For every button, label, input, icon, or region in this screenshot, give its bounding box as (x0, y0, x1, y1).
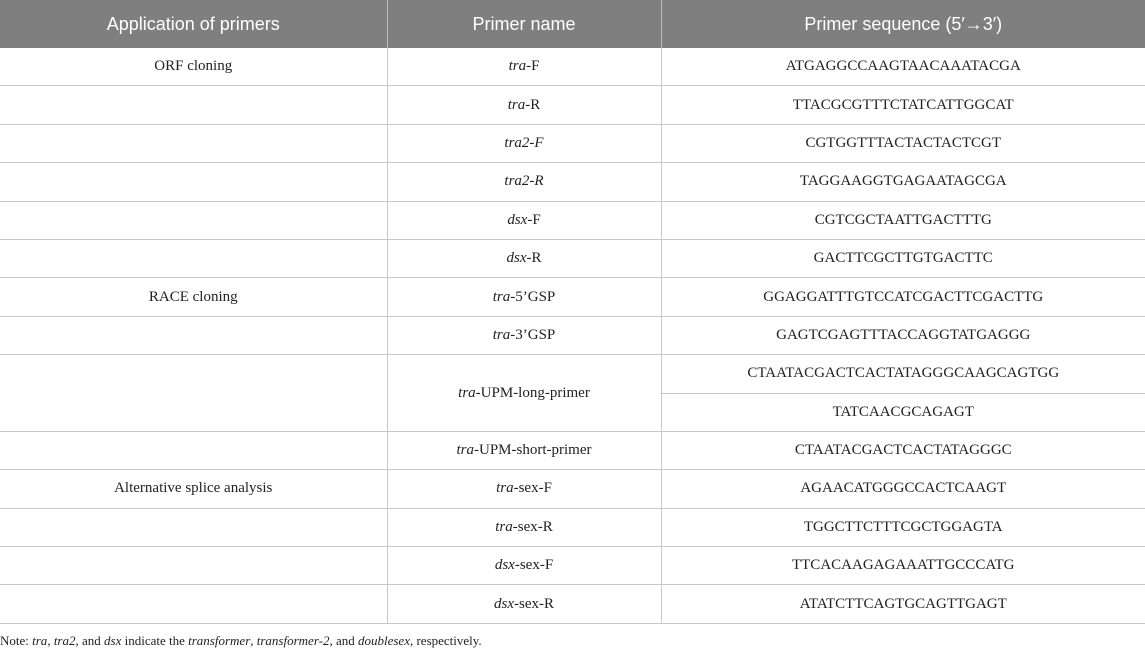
table-row (0, 508, 1145, 546)
table-row (0, 163, 1145, 201)
primer-name-cell (387, 163, 661, 201)
table-row (0, 48, 1145, 86)
primer-name-cell (387, 316, 661, 354)
primer-sequence-cell: GGAGGATTTGTCCATCGACTTCGACTTG (661, 278, 1145, 316)
table-row (0, 316, 1145, 354)
note-prefix: Note: (0, 633, 33, 648)
application-cell: ORF cloning (0, 48, 387, 86)
application-cell: RACE cloning (0, 278, 387, 316)
primer-name-suffix: -R (526, 250, 542, 267)
primer-sequence-cell: ATGAGGCCAAGTAACAAATACGA (661, 48, 1145, 86)
note-term: tra2 (53, 633, 76, 648)
primer-name-cell (387, 239, 661, 277)
application-cell (0, 86, 387, 124)
primer-name-italic: dsx (494, 557, 515, 574)
application-cell (0, 201, 387, 239)
application-cell (0, 547, 387, 585)
primer-sequence-cell: TGGCTTCTTTCGCTGGAGTA (661, 508, 1145, 546)
primer-name-italic: tra2-R (504, 173, 544, 190)
table-footnote (0, 633, 482, 649)
primer-sequence-cell: AGAACATGGGCCACTCAAGT (661, 470, 1145, 508)
header-application: Application of primers (0, 0, 387, 48)
primer-sequence-cell: CTAATACGACTCACTATAGGGC (661, 431, 1145, 469)
table-row (0, 355, 1145, 393)
primer-name-cell (387, 124, 661, 162)
primer-name-italic: dsx (494, 595, 514, 612)
primer-name-cell (387, 86, 661, 124)
primer-sequence-cell: GAGTCGAGTTTACCAGGTATGAGGG (661, 316, 1145, 354)
application-cell: Alternative splice analysis (0, 470, 387, 508)
primer-sequence-cell: TTCACAAGAGAAATTGCCCATG (661, 547, 1145, 585)
primer-name-italic: dsx (507, 211, 528, 228)
primer-name-italic: tra (507, 96, 526, 113)
primer-name-cell (387, 547, 661, 585)
note-term: dsx (104, 633, 122, 648)
primer-name-italic: tra (495, 518, 513, 535)
primer-name-suffix: -3’GSP (510, 326, 556, 343)
primer-name-cell (387, 431, 661, 469)
application-cell (0, 431, 387, 469)
note-sep: , and (329, 633, 358, 648)
application-cell (0, 508, 387, 546)
primer-name-suffix: -sex-R (514, 595, 554, 612)
primer-name-cell (387, 201, 661, 239)
note-term: transformer-2 (256, 633, 330, 648)
primer-sequence-cell: TTACGCGTTTCTATCATTGGCAT (661, 86, 1145, 124)
application-cell (0, 316, 387, 354)
table-row (0, 431, 1145, 469)
primer-name-italic: tra2-F (504, 134, 544, 151)
table-row (0, 547, 1145, 585)
note-term: doublesex (357, 633, 410, 648)
primer-name-cell (387, 470, 661, 508)
table-row (0, 86, 1145, 124)
table-row (0, 201, 1145, 239)
primer-name-cell (387, 278, 661, 316)
primer-name-suffix: -sex-F (514, 557, 554, 574)
header-primer-name: Primer name (387, 0, 661, 48)
note-term: transformer (188, 633, 251, 648)
primer-name-italic: tra (492, 326, 511, 343)
primer-name-italic: tra (496, 480, 514, 497)
header-primer-sequence: Primer sequence (5′→3′) (661, 0, 1145, 48)
note-sep: , (47, 633, 54, 648)
primer-name-suffix: -R (525, 96, 541, 113)
primer-name-italic: dsx (506, 250, 527, 267)
primer-name-italic: tra (508, 58, 527, 75)
primer-name-cell (387, 585, 661, 623)
note-sep: , and (75, 633, 105, 648)
primer-name-cell (387, 48, 661, 86)
primer-name-suffix: -sex-F (513, 480, 552, 497)
primer-name-suffix: -F (527, 211, 541, 228)
application-cell (0, 355, 387, 432)
primer-sequence-cell: CGTCGCTAATTGACTTTG (661, 201, 1145, 239)
primer-sequence-cell: CGTGGTTTACTACTACTCGT (661, 124, 1145, 162)
primer-name-suffix: -sex-R (512, 518, 553, 535)
table-row (0, 124, 1145, 162)
table-row (0, 239, 1145, 277)
primer-sequence-cell: GACTTCGCTTGTGACTTC (661, 239, 1145, 277)
application-cell (0, 585, 387, 623)
primer-name-cell (387, 508, 661, 546)
header-row (0, 0, 1145, 48)
note-sep: , (250, 633, 257, 648)
primer-name-suffix: -UPM-long-primer (475, 384, 590, 401)
primer-name-suffix: -UPM-short-primer (474, 442, 592, 459)
primer-name-italic: tra (456, 442, 475, 459)
application-cell (0, 163, 387, 201)
primer-sequence-cell: ATATCTTCAGTGCAGTTGAGT (661, 585, 1145, 623)
primer-name-italic: tra (492, 288, 511, 305)
primer-sequence-cell: TATCAACGCAGAGT (661, 393, 1145, 431)
application-cell (0, 124, 387, 162)
note-sep: indicate the (121, 633, 189, 648)
table-row (0, 470, 1145, 508)
primer-name-suffix: -F (526, 58, 540, 75)
table-row (0, 278, 1145, 316)
primer-name-italic: tra (458, 384, 476, 401)
primer-sequence-cell: TAGGAAGGTGAGAATAGCGA (661, 163, 1145, 201)
note-sep: , respectively. (409, 633, 482, 648)
primer-name-cell (387, 355, 661, 432)
note-term: tra (32, 633, 48, 648)
primer-sequence-cell: CTAATACGACTCACTATAGGGCAAGCAGTGG (661, 355, 1145, 393)
table-row (0, 585, 1145, 623)
primer-name-suffix: -5’GSP (510, 288, 556, 305)
application-cell (0, 239, 387, 277)
